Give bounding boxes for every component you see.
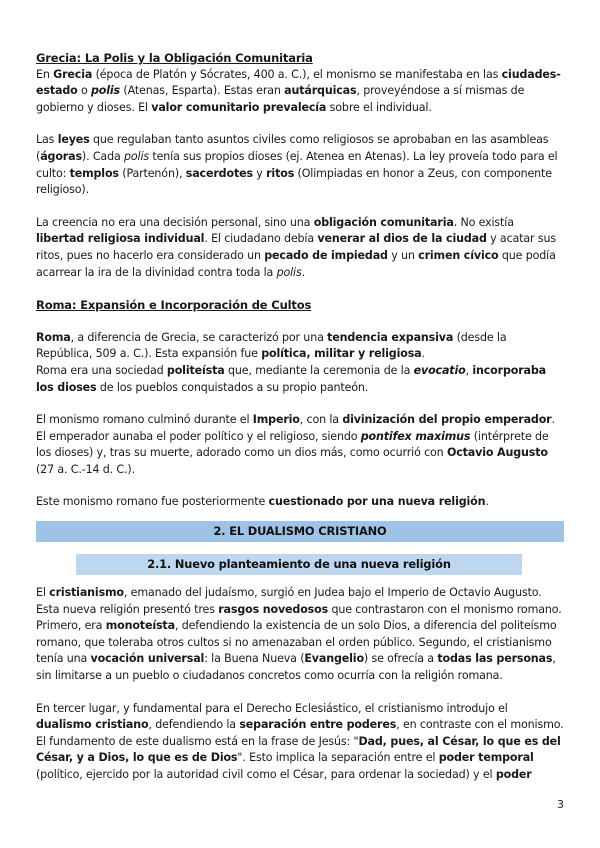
chapter-heading-bar (36, 521, 564, 542)
paragraph-grecia-3: La creencia no era una decisión personal, sino una obligación comunitaria. No existía libertad religiosa individual. El ciudadano debía venerar al dios de la ciudad y acatar sus ritos, pues no hacerlo era considerado un pecado de impiedad y un crimen cívico que podía acarrear la ira de la divinidad contra toda la polis. (36, 215, 556, 279)
chapter-heading: 2. EL DUALISMO CRISTIANO (213, 524, 387, 539)
subsection-heading-bar (76, 554, 522, 575)
paragraph-roma-1: Roma, a diferencia de Grecia, se caracterizó por una tendencia expansiva (desde la República, 509 a. C.). Esta expansión fue política, militar y religiosa. (36, 330, 507, 361)
paragraph-roma-3: El monismo romano culminó durante el Imperio, con la divinización del propio emperador. El emperador aunaba el poder político y el religioso, siendo pontifex maximus (intérprete de los dioses) y, tras su muerte, adorado como un dios más, como ocurrió con Octavio Augusto (27 a. C.-14 d. C.). (36, 413, 555, 476)
paragraph-roma-2: Roma era una sociedad politeísta que, mediante la ceremonia de la evocatio, incorporaba los dioses de los pueblos conquistados a su propio panteón. (36, 363, 547, 394)
page-number: 3 (557, 798, 564, 811)
paragraph-grecia-1: En Grecia (época de Platón y Sócrates, 400 a. C.), el monismo se manifestaba en las ciudades-estado o polis (Atenas, Esparta). Estas eran autárquicas, proveyéndose a sí mismas de gobierno y dioses. El valor comunitario prevalecía sobre el individual. (36, 67, 561, 114)
paragraph-dualismo-2: En tercer lugar, y fundamental para el Derecho Eclesiástico, el cristianismo introdujo el dualismo cristiano, defendiendo la separación entre poderes, en contraste con el monismo. El fundamento de este dualismo está en la frase de Jesús: "Dad, pues, al César, lo que es del César, y a Dios, lo que es de Dios". Esto implica la separación entre el poder temporal (político, ejercido por la autoridad civil como el César, para ordenar la sociedad) y el poder (36, 701, 564, 781)
section-title-grecia: Grecia: La Polis y la Obligación Comunitaria (36, 51, 313, 65)
section-title-roma: Roma: Expansión e Incorporación de Cultos (36, 298, 312, 313)
paragraph-grecia-2: Las leyes que regulaban tanto asuntos civiles como religiosos se aprobaban en las asambleas (ágoras). Cada polis tenía sus propios dioses (ej. Atenea en Atenas). La ley proveía todo para el culto: templos (Partenón), sacerdotes y ritos (Olimpiadas en honor a Zeus, con componente religioso). (36, 133, 558, 197)
paragraph-dualismo-1: El cristianismo, emanado del judaísmo, surgió en Judea bajo el Imperio de Octavio Augusto. Esta nueva religión presentó tres rasgos novedosos que contrastaron con el monismo romano. Primero, era monoteísta, defendiendo la existencia de un solo Dios, a diferencia del politeísmo romano, que toleraba otros cultos si no amenazaban el orden público. Segundo, el cristianismo tenía una vocación universal: la Buena Nueva (Evangelio) se ofrecía a todas las personas, sin limitarse a un pueblo o ciudadanos concretos como ocurría con la religión romana. (36, 586, 562, 683)
document-page (36, 50, 564, 784)
subsection-heading: 2.1. Nuevo planteamiento de una nueva religión (147, 557, 451, 572)
paragraph-roma-4: Este monismo romano fue posteriormente cuestionado por una nueva religión. (36, 495, 489, 509)
